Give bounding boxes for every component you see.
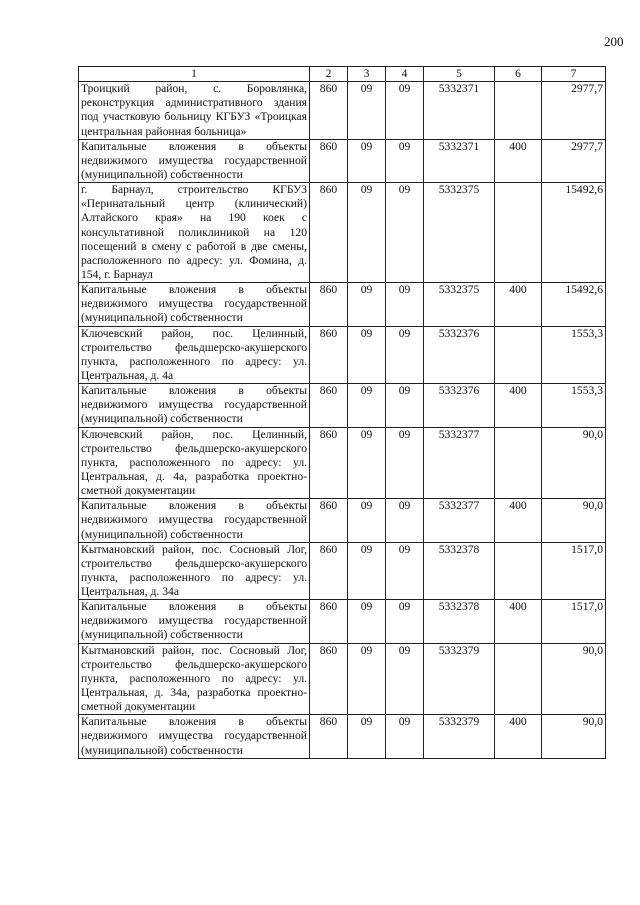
- amount-cell: 15492,6: [542, 183, 606, 283]
- table-row: [79, 139, 606, 182]
- amount-cell: 1553,3: [542, 384, 606, 427]
- table-row: [79, 715, 606, 758]
- subsection-cell: 09: [386, 82, 424, 140]
- description-cell: Кытмановский район, пос. Сосновый Лог, строительство фельдшерско-акушерского пункта, расположенного по адресу: ул. Центральная, д. 34а: [79, 542, 310, 600]
- section-cell: 09: [348, 427, 386, 499]
- expense-type-cell: 400: [495, 384, 542, 427]
- subsection-cell: 09: [386, 139, 424, 182]
- header-cell: 3: [348, 67, 386, 82]
- subsection-cell: 09: [386, 427, 424, 499]
- expense-type-cell: 400: [495, 499, 542, 542]
- expense-type-cell: [495, 643, 542, 715]
- description-cell: Капитальные вложения в объекты недвижимого имущества государственной (муниципальной) собственности: [79, 139, 310, 182]
- section-cell: 09: [348, 283, 386, 326]
- ministry-code-cell: 860: [310, 600, 348, 643]
- expense-type-cell: [495, 326, 542, 384]
- expense-type-cell: [495, 82, 542, 140]
- section-cell: 09: [348, 542, 386, 600]
- ministry-code-cell: 860: [310, 542, 348, 600]
- target-article-cell: 5332371: [424, 139, 495, 182]
- section-cell: 09: [348, 715, 386, 758]
- table-row: [79, 384, 606, 427]
- target-article-cell: 5332375: [424, 183, 495, 283]
- table-row: [79, 82, 606, 140]
- table-row: [79, 600, 606, 643]
- section-cell: 09: [348, 643, 386, 715]
- table-row: [79, 427, 606, 499]
- subsection-cell: 09: [386, 600, 424, 643]
- target-article-cell: 5332376: [424, 326, 495, 384]
- table-row: [79, 643, 606, 715]
- subsection-cell: 09: [386, 643, 424, 715]
- amount-cell: 1517,0: [542, 600, 606, 643]
- section-cell: 09: [348, 499, 386, 542]
- header-row: [79, 67, 606, 82]
- expense-type-cell: 400: [495, 715, 542, 758]
- subsection-cell: 09: [386, 499, 424, 542]
- header-cell: 2: [310, 67, 348, 82]
- description-cell: Капитальные вложения в объекты недвижимого имущества государственной (муниципальной) собственности: [79, 283, 310, 326]
- description-cell: Ключевский район, пос. Целинный, строительство фельдшерско-акушерского пункта, расположенного по адресу: ул. Центральная, д. 4а: [79, 326, 310, 384]
- section-cell: 09: [348, 183, 386, 283]
- ministry-code-cell: 860: [310, 715, 348, 758]
- target-article-cell: 5332378: [424, 600, 495, 643]
- section-cell: 09: [348, 326, 386, 384]
- table-row: [79, 499, 606, 542]
- header-cell: 5: [424, 67, 495, 82]
- target-article-cell: 5332371: [424, 82, 495, 140]
- description-cell: Кытмановский район, пос. Сосновый Лог, строительство фельдшерско-акушерского пункта, расположенного по адресу: ул. Центральная, д. 34а, разработка проектно-сметной документации: [79, 643, 310, 715]
- amount-cell: 90,0: [542, 643, 606, 715]
- ministry-code-cell: 860: [310, 326, 348, 384]
- section-cell: 09: [348, 600, 386, 643]
- section-cell: 09: [348, 139, 386, 182]
- subsection-cell: 09: [386, 283, 424, 326]
- subsection-cell: 09: [386, 542, 424, 600]
- subsection-cell: 09: [386, 384, 424, 427]
- target-article-cell: 5332377: [424, 427, 495, 499]
- expense-type-cell: [495, 427, 542, 499]
- subsection-cell: 09: [386, 183, 424, 283]
- target-article-cell: 5332376: [424, 384, 495, 427]
- expense-type-cell: 400: [495, 600, 542, 643]
- subsection-cell: 09: [386, 326, 424, 384]
- description-cell: Капитальные вложения в объекты недвижимого имущества государственной (муниципальной) собственности: [79, 499, 310, 542]
- ministry-code-cell: 860: [310, 183, 348, 283]
- ministry-code-cell: 860: [310, 427, 348, 499]
- table-row: [79, 183, 606, 283]
- ministry-code-cell: 860: [310, 499, 348, 542]
- target-article-cell: 5332378: [424, 542, 495, 600]
- description-cell: Капитальные вложения в объекты недвижимого имущества государственной (муниципальной) собственности: [79, 384, 310, 427]
- expense-type-cell: 400: [495, 283, 542, 326]
- header-cell: 1: [79, 67, 310, 82]
- amount-cell: 1553,3: [542, 326, 606, 384]
- description-cell: Троицкий район, с. Боровлянка, реконструкция административного здания под участковую больницу КГБУЗ «Троицкая центральная районная больница»: [79, 82, 310, 140]
- description-cell: Капитальные вложения в объекты недвижимого имущества государственной (муниципальной) собственности: [79, 715, 310, 758]
- amount-cell: 90,0: [542, 499, 606, 542]
- budget-table: [78, 66, 606, 759]
- expense-type-cell: 400: [495, 139, 542, 182]
- target-article-cell: 5332377: [424, 499, 495, 542]
- amount-cell: 90,0: [542, 427, 606, 499]
- description-cell: г. Барнаул, строительство КГБУЗ «Перинатальный центр (клинический) Алтайского края» на 190 коек с консультативной поликлиникой на 120 посещений в смену с работой в две смены, расположенного по адресу: ул. Фомина, д. 154, г. Барнаул: [79, 183, 310, 283]
- section-cell: 09: [348, 384, 386, 427]
- amount-cell: 1517,0: [542, 542, 606, 600]
- target-article-cell: 5332379: [424, 715, 495, 758]
- target-article-cell: 5332375: [424, 283, 495, 326]
- description-cell: Капитальные вложения в объекты недвижимого имущества государственной (муниципальной) собственности: [79, 600, 310, 643]
- ministry-code-cell: 860: [310, 283, 348, 326]
- subsection-cell: 09: [386, 715, 424, 758]
- amount-cell: 2977,7: [542, 82, 606, 140]
- ministry-code-cell: 860: [310, 384, 348, 427]
- ministry-code-cell: 860: [310, 82, 348, 140]
- amount-cell: 90,0: [542, 715, 606, 758]
- amount-cell: 15492,6: [542, 283, 606, 326]
- header-cell: 7: [542, 67, 606, 82]
- expense-type-cell: [495, 542, 542, 600]
- description-cell: Ключевский район, пос. Целинный, строительство фельдшерско-акушерского пункта, расположенного по адресу: ул. Центральная, д. 4а, разработка проектно-сметной документации: [79, 427, 310, 499]
- table-row: [79, 283, 606, 326]
- page-number: 200: [604, 34, 624, 49]
- target-article-cell: 5332379: [424, 643, 495, 715]
- ministry-code-cell: 860: [310, 643, 348, 715]
- amount-cell: 2977,7: [542, 139, 606, 182]
- header-cell: 4: [386, 67, 424, 82]
- header-cell: 6: [495, 67, 542, 82]
- table-row: [79, 326, 606, 384]
- expense-type-cell: [495, 183, 542, 283]
- section-cell: 09: [348, 82, 386, 140]
- table-row: [79, 542, 606, 600]
- ministry-code-cell: 860: [310, 139, 348, 182]
